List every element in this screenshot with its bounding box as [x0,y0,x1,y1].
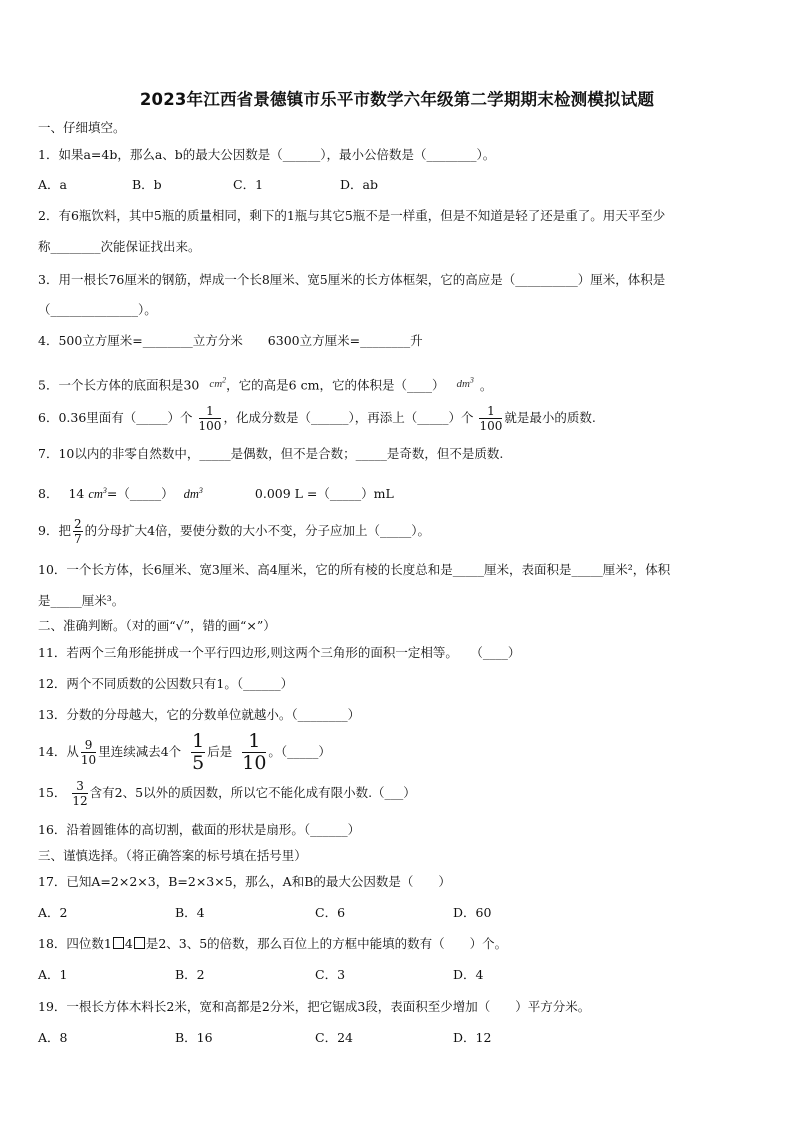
q17-option-d: D．60 [453,905,492,920]
question-8 [38,481,394,504]
q1-option-c: C．1 [233,177,264,192]
q19-option-c: C．24 [315,1030,353,1045]
section-heading-2: 二、准确判断。（对的画“√”，错的画“×”） [38,618,276,633]
q15-text-a: 15． [38,785,67,800]
q17-option-c: C．6 [315,905,346,920]
q14-frac3-num: 1 [242,732,266,753]
page-title: 2023年江西省景德镇市乐平市数学六年级第二学期期末检测模拟试题 [139,90,655,109]
q19-option-a: A．8 [38,1030,68,1045]
question-17: 17．已知A=2×2×3，B=2×3×5，那么，A和B的最大公因数是（ ） [38,874,451,889]
question-18 [38,934,507,954]
q9-frac-num: 2 [73,517,82,531]
q8-text-d: 0.009 L =（_____）mL [254,486,394,502]
q14-frac3-den: 10 [242,752,267,774]
question-4: 4．500立方厘米=________立方分米 6300立方厘米=________升 [38,333,423,348]
q18-text-b: 4 [124,936,133,951]
section-heading-3: 三、谨慎选择。（将正确答案的标号填在括号里） [38,848,307,863]
question-15 [38,775,416,811]
q6-fraction-1 [199,405,222,432]
q9-text-b: 的分母扩大4倍，要使分数的大小不变，分子应加上（_____）。 [84,523,431,538]
q5-dm: dm [456,377,470,390]
q1-option-a: A．a [38,177,67,192]
q8-unit-dm: $dm^3$ [183,486,203,502]
q14-frac1-den: 10 [80,753,97,767]
q18-option-a: A．1 [38,967,68,982]
q6-text-c: 就是最小的质数. [504,410,596,425]
q18-text-c: 是2、3、5的倍数，那么百位上的方框中能填的数有（ ）个。 [145,936,508,951]
q8-cm: cm [88,487,103,502]
q1-option-b: B．b [132,177,162,192]
q19-option-d: D．12 [453,1030,492,1045]
question-5 [38,370,492,396]
question-1: 1．如果a=4b，那么a、b的最大公因数是（______），最小公倍数是（________）。 [38,147,496,162]
question-11: 11．若两个三角形能拼成一个平行四边形,则这两个三角形的面积一定相等。 （____） [38,645,521,660]
q9-frac-den: 7 [73,532,82,546]
q5-text-b: ，它的高是6 cm，它的体积是（____） [226,377,445,393]
q1-option-d: D．ab [340,177,378,192]
q6-frac1-den: 100 [198,419,222,433]
q15-fraction [72,780,87,807]
digit-box-icon [134,937,145,949]
question-13: 13．分数的分母越大，它的分数单位就越小。（________） [38,707,361,722]
q14-text-b: 里连续减去4个 [98,744,182,759]
q15-frac-den: 12 [72,794,88,808]
q18-option-c: C．3 [315,967,346,982]
q14-frac1-num: 9 [81,739,96,753]
question-14 [38,732,331,773]
q5-text-a: 5．一个长方体的底面积是30 [38,377,200,393]
question-3-line-2: （______________）。 [38,302,157,317]
q15-text-b: 含有2、5以外的质因数，所以它不能化成有限小数.（___） [89,785,416,800]
q15-frac-num: 3 [72,780,87,794]
q8-unit-cm: $cm^3$ [88,486,107,502]
digit-box-icon [113,937,124,949]
q17-option-a: A．2 [38,905,68,920]
question-9 [38,515,430,547]
q8-dm: dm [183,487,199,502]
question-19: 19．一根长方体木料长2米，宽和高都是2分米，把它锯成3段，表面积至少增加（ ）平方分米。 [38,999,591,1014]
q14-frac2-den: 5 [192,752,205,774]
question-16: 16．沿着圆锥体的高切割，截面的形状是扇形。（______） [38,822,361,837]
q6-text-b: ，化成分数是（______），再添上（_____）个 [223,410,474,425]
q18-option-b: B．2 [175,967,205,982]
question-2-line-2: 称________次能保证找出来。 [38,239,201,254]
q14-text-c: 后是 [207,744,233,759]
q14-fraction-3 [242,732,266,773]
q17-option-b: B．4 [175,905,205,920]
q14-text-d: 。（_____） [268,744,331,759]
q6-fraction-2 [479,405,502,432]
q18-text-a: 18．四位数1 [38,936,112,951]
q9-text-a: 9．把 [38,523,71,538]
q14-fraction-1 [81,739,96,766]
q19-option-b: B．16 [175,1030,213,1045]
question-3-line-1: 3．用一根长76厘米的钢筋，焊成一个长8厘米、宽5厘米的长方体框架，它的高应是（__________）厘米，体积是 [38,272,666,287]
q9-fraction [73,518,83,545]
q8-text-a: 8． [38,486,59,502]
question-2-line-1: 2．有6瓶饮料，其中5瓶的质量相同，剩下的1瓶与其它5瓶不是一样重，但是不知道是轻了还是重了。用天平至少 [38,208,666,223]
question-12: 12．两个不同质数的公因数只有1。（______） [38,676,294,691]
q14-frac2-num: 1 [192,730,205,752]
q6-frac2-num: 1 [479,405,502,419]
q8-text-c: =（_____） [106,486,174,502]
question-6 [38,400,596,436]
q5-unit-cm: $cm^2$ [209,375,227,390]
section-heading-1: 一、仔细填空。 [38,120,126,135]
q8-value: 14 [68,486,85,502]
q6-frac2-den: 100 [479,419,503,433]
q14-text-a: 14．从 [38,744,79,759]
question-7: 7．10以内的非零自然数中，_____是偶数，但不是合数；_____是奇数，但不是质数. [38,446,504,461]
q5-cm: cm [209,377,223,390]
q5-text-c: 。 [479,377,493,393]
question-10-line-2: 是_____厘米³。 [38,593,125,608]
question-10-line-1: 10．一个长方体，长6厘米、宽3厘米、高4厘米，它的所有棱的长度总和是_____厘米，表面积是_____厘米²，体积 [38,562,671,577]
q6-text-a: 6．0.36里面有（_____）个 [38,410,193,425]
q5-unit-dm: $dm^3$ [456,375,474,390]
q14-fraction-2 [191,732,205,773]
q18-option-d: D．4 [453,967,484,982]
q6-frac1-num: 1 [199,405,222,419]
